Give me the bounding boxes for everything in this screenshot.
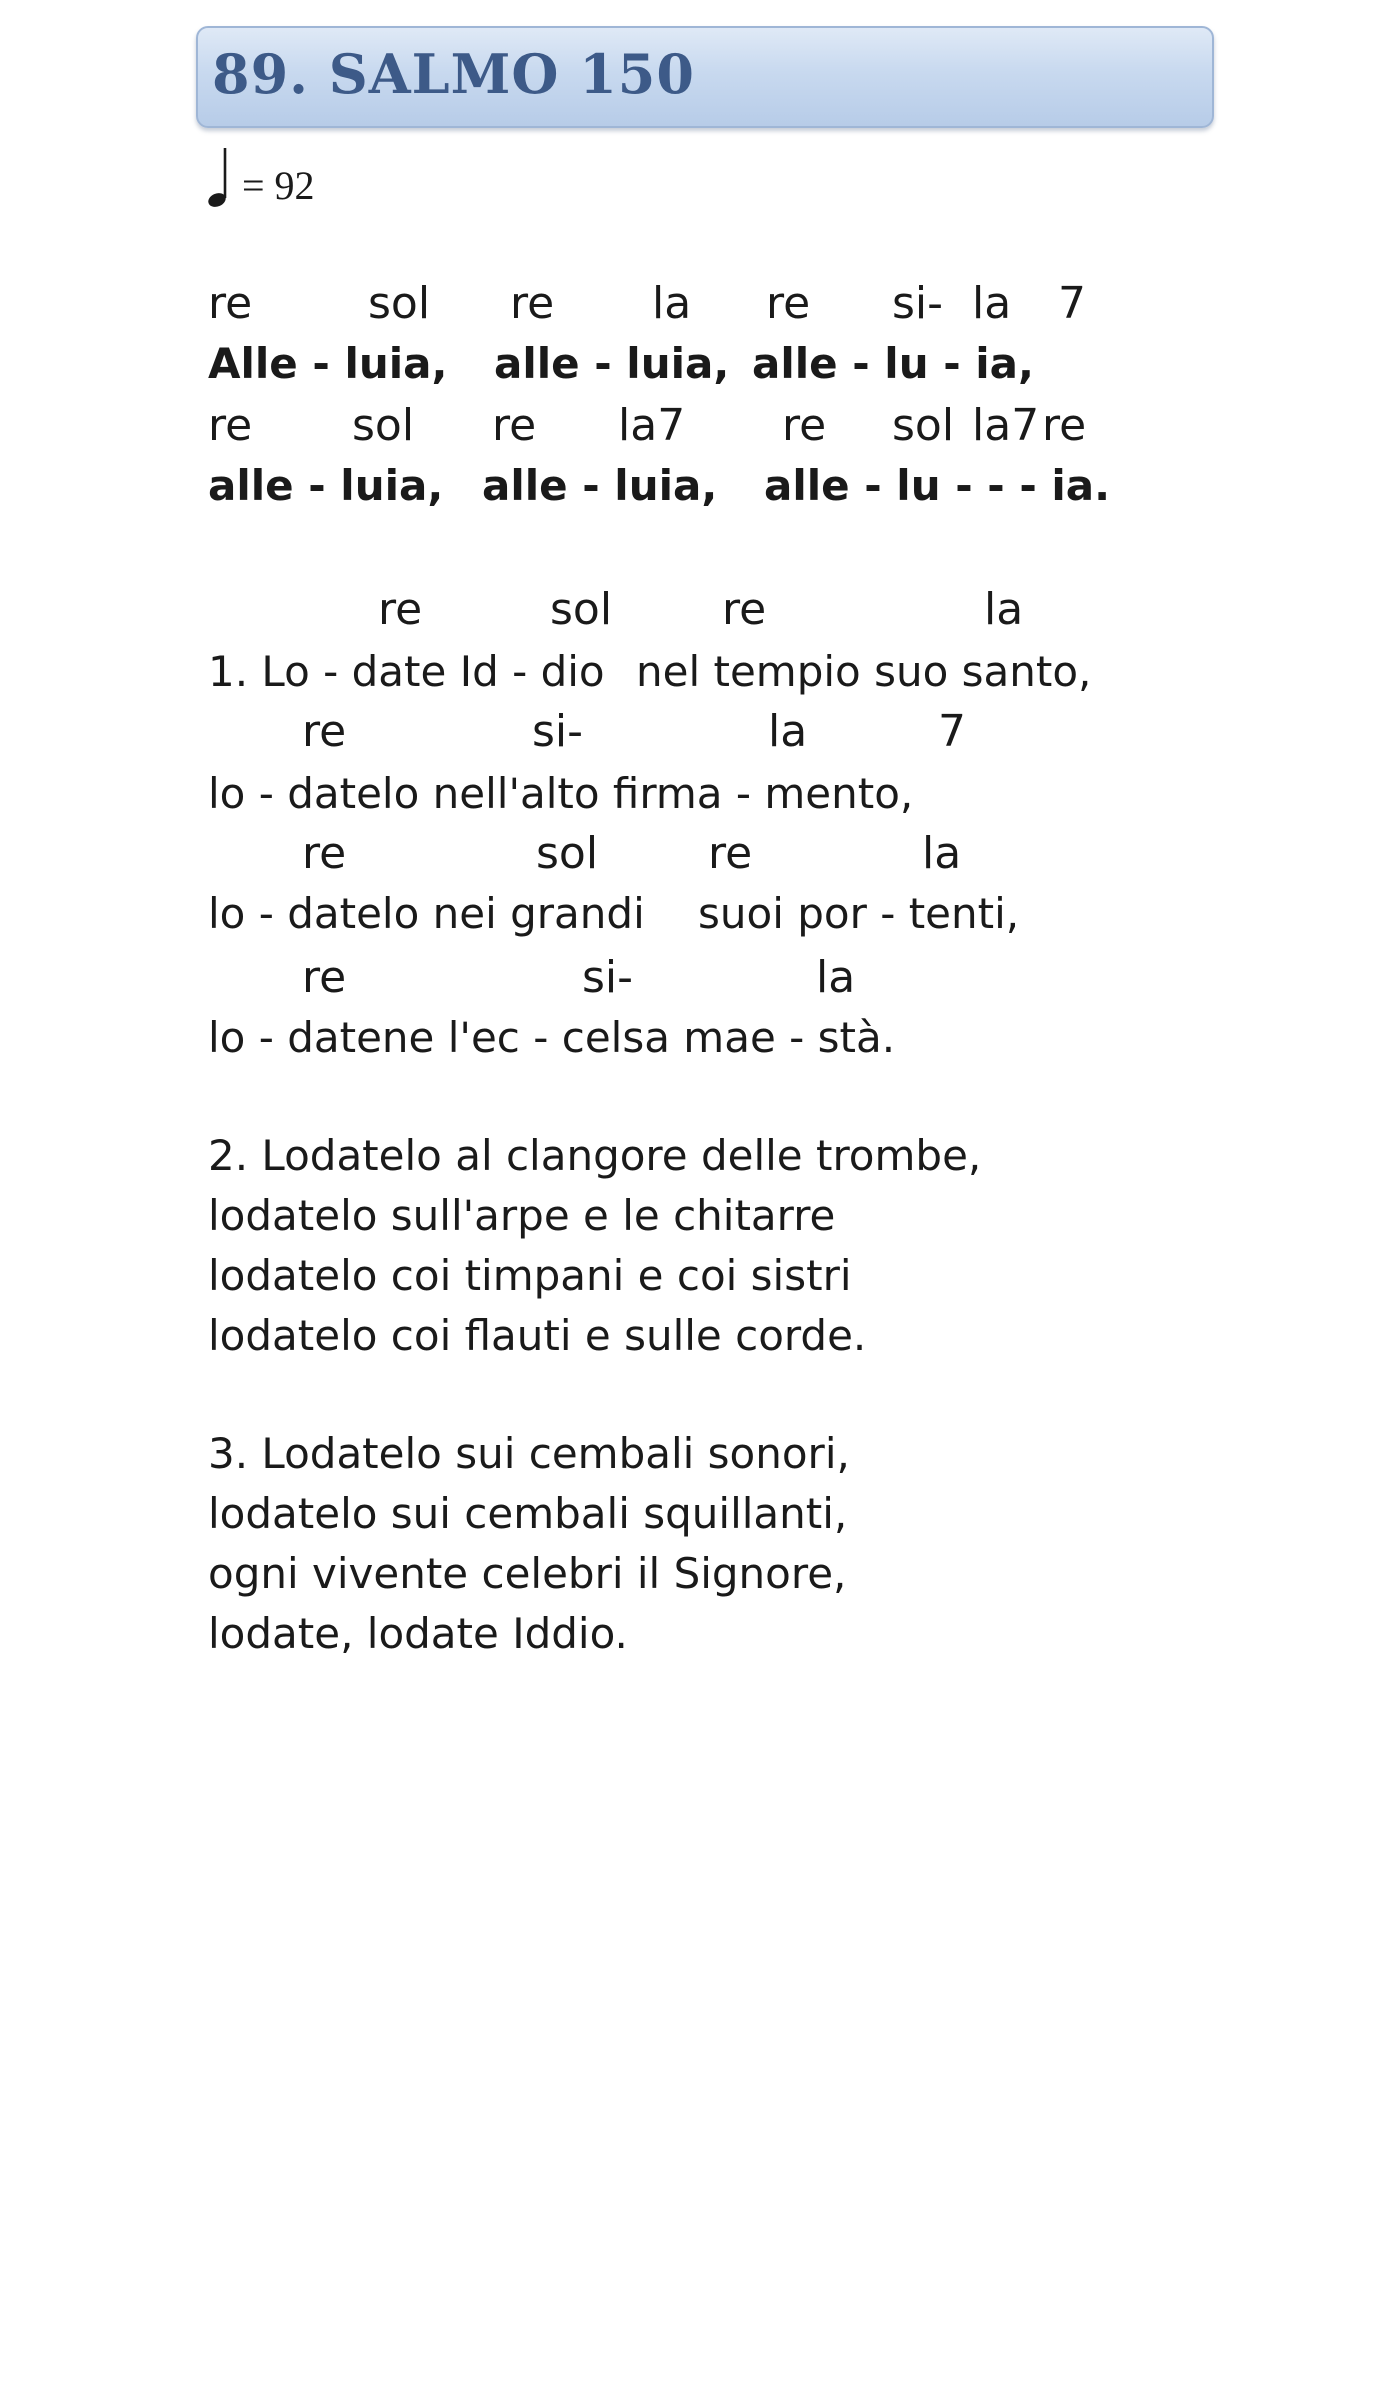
chord: la [984, 584, 1024, 635]
lyric-phrase: alle - luia, [208, 461, 444, 510]
chord: la7 [972, 400, 1040, 451]
chord: la [972, 278, 1012, 329]
lyric-phrase: 1. Lo - date Id - dio [208, 647, 605, 696]
chord: la [816, 952, 856, 1003]
verse1-lyrics-line-1 [0, 646, 1400, 698]
chord: re [492, 400, 537, 451]
chord: sol [368, 278, 431, 329]
chord: sol [892, 400, 955, 451]
chord: la [922, 828, 962, 879]
verse1-chords-line-1 [0, 584, 1400, 636]
lyric-phrase: alle - lu - - - ia. [764, 461, 1111, 510]
verse3-line-2: lodatelo sui cembali squillanti, [208, 1489, 848, 1538]
song-title: 89. SALMO 150 [212, 42, 695, 106]
chord: re [208, 400, 253, 451]
lyric-phrase: Alle - luia, [208, 339, 448, 388]
chord: sol [550, 584, 613, 635]
lyric-phrase: suoi por - tenti, [698, 889, 1020, 938]
verse3-line-4: lodate, lodate Iddio. [208, 1609, 628, 1658]
verse1-chords-line-4 [0, 952, 1400, 1004]
chord: si- [532, 706, 584, 757]
verse3-line-1: 3. Lodatelo sui cembali sonori, [208, 1429, 850, 1478]
verse3-line-3: ogni vivente celebri il Signore, [208, 1549, 847, 1598]
chord: la7 [618, 400, 686, 451]
refrain-chords-line-1 [0, 278, 1400, 330]
lyric-phrase: alle - luia, [494, 339, 730, 388]
verse1-chords-line-2 [0, 706, 1400, 758]
refrain-lyrics-line-2 [0, 460, 1400, 512]
chord: re [766, 278, 811, 329]
verse2-line-4: lodatelo coi flauti e sulle corde. [208, 1311, 867, 1360]
chord: re [708, 828, 753, 879]
verse2-line-1: 2. Lodatelo al clangore delle trombe, [208, 1131, 982, 1180]
lyric-phrase: nel tempio suo santo, [636, 647, 1092, 696]
verse1-lyrics-line-4: lo - datene l'ec - celsa mae - stà. [208, 1013, 896, 1062]
verse2-line-2: lodatelo sull'arpe e le chitarre [208, 1191, 836, 1240]
chord: re [302, 706, 347, 757]
lyric-phrase: alle - lu - ia, [752, 339, 1034, 388]
chord: re [378, 584, 423, 635]
chord: re [510, 278, 555, 329]
chord: 7 [938, 706, 966, 757]
chord: re [722, 584, 767, 635]
chord: sol [536, 828, 599, 879]
refrain-chords-line-2 [0, 400, 1400, 452]
chord: la [652, 278, 692, 329]
verse1-lyrics-line-2: lo - datelo nell'alto firma - mento, [208, 769, 914, 818]
lyric-phrase: lo - datelo nei grandi [208, 889, 645, 938]
verse2-line-3: lodatelo coi timpani e coi sistri [208, 1251, 852, 1300]
chord: re [302, 952, 347, 1003]
chord: re [782, 400, 827, 451]
chord: sol [352, 400, 415, 451]
verse1-chords-line-3 [0, 828, 1400, 880]
chord: re [302, 828, 347, 879]
chord: la [768, 706, 808, 757]
chord: si- [582, 952, 634, 1003]
lyric-phrase: alle - luia, [482, 461, 718, 510]
chord: re [208, 278, 253, 329]
tempo-value: = 92 [242, 163, 315, 208]
chord: si- [892, 278, 944, 329]
refrain-lyrics-line-1 [0, 338, 1400, 390]
chord: 7 [1058, 278, 1086, 329]
chord: re [1042, 400, 1087, 451]
verse1-lyrics-line-3 [0, 888, 1400, 940]
